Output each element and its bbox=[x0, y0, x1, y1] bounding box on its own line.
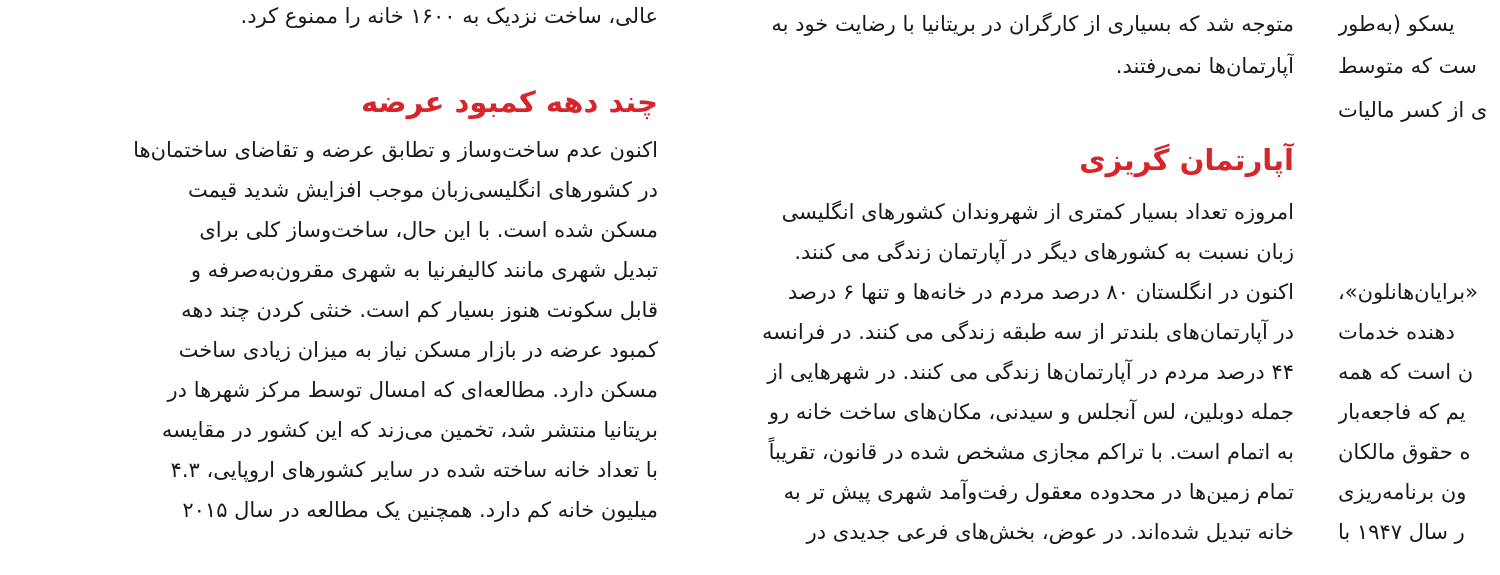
left-line: مسکن دارد. مطالعه‌ای که امسال توسط مرکز شهرها در bbox=[167, 378, 658, 402]
right-column bbox=[1338, 0, 1500, 575]
middle-line: خانه تبدیل شده‌اند. در عوض، بخش‌های فرعی جدیدی در bbox=[806, 520, 1294, 544]
middle-line: در آپارتمان‌های بلندتر از سه طبقه زندگی می کنند. در فرانسه bbox=[762, 320, 1294, 344]
left-line: تبدیل شهری مانند کالیفرنیا به شهری مقرون‌به‌صرفه و bbox=[190, 258, 658, 282]
left-line: در کشورهای انگلیسی‌زبان موجب افزایش شدید قیمت bbox=[187, 178, 658, 202]
right-line: یم که فاجعه‌بار bbox=[1338, 400, 1466, 424]
middle-line: به اتمام است. با تراکم مجازی مشخص شده در قانون، تقریباً bbox=[768, 440, 1294, 464]
middle-line: ۴۴ درصد مردم در آپارتمان‌ها زندگی می کنند. در شهرهایی از bbox=[767, 360, 1294, 384]
right-line: «برایان‌هانلون»، bbox=[1338, 280, 1478, 304]
left-line: کمبود عرضه در بازار مسکن نیاز به میزان زیادی ساخت bbox=[178, 338, 658, 362]
left-heading: چند دهه کمبود عرضه bbox=[360, 85, 658, 119]
middle-line: امروزه تعداد بسیار کمتری از شهروندان کشورهای انگلیسی bbox=[781, 200, 1294, 224]
left-line: اکنون عدم ساخت‌وساز و تطابق عرضه و تقاضای ساختمان‌ها bbox=[133, 138, 658, 162]
middle-line: تمام زمین‌ها در محدوده معقول رفت‌وآمد شهری پیش تر به bbox=[783, 480, 1294, 504]
left-line: بریتانیا منتشر شد، تخمین می‌زند که این کشور در مقایسه bbox=[161, 418, 658, 442]
left-line: با تعداد خانه ساخته شده در سایر کشورهای اروپایی، ۴.۳ bbox=[170, 458, 658, 482]
middle-heading: آپارتمان گریزی bbox=[1079, 143, 1294, 177]
left-column bbox=[0, 0, 658, 575]
right-line: ر سال ۱۹۴۷ با bbox=[1338, 520, 1465, 544]
right-top-line: یسکو (به‌طور bbox=[1338, 12, 1455, 36]
left-line: مسکن شده است. با این حال، ساخت‌وساز کلی برای bbox=[199, 218, 658, 242]
middle-line: جمله دوبلین، لس آنجلس و سیدنی، مکان‌های ساخت خانه رو bbox=[768, 400, 1294, 424]
right-line: ون برنامه‌ریزی bbox=[1338, 480, 1467, 504]
right-top-line: ست که متوسط bbox=[1338, 54, 1477, 78]
left-line: میلیون خانه کم دارد. همچنین یک مطالعه در سال ۲۰۱۵ bbox=[182, 498, 658, 522]
middle-line: اکنون در انگلستان ۸۰ درصد مردم در خانه‌ها و تنها ۶ درصد bbox=[787, 280, 1294, 304]
left-top-line: عالی، ساخت نزدیک به ۱۶۰۰ خانه را ممنوع کرد. bbox=[240, 4, 658, 28]
middle-line: زبان نسبت به کشورهای دیگر در آپارتمان زندگی می کنند. bbox=[794, 240, 1294, 264]
right-line: ه حقوق مالکان bbox=[1338, 440, 1471, 464]
left-line: قابل سکونت هنوز بسیار کم است. خنثی کردن چند دهه bbox=[181, 298, 658, 322]
right-line: ن است که همه bbox=[1338, 360, 1474, 384]
middle-top-line: آپارتمان‌ها نمی‌رفتند. bbox=[1115, 54, 1294, 78]
middle-top-line: متوجه شد که بسیاری از کارگران در بریتانیا با رضایت خود به bbox=[771, 12, 1294, 36]
right-line: دهنده خدمات bbox=[1338, 320, 1455, 344]
right-top-line: ی از کسر مالیات bbox=[1338, 98, 1488, 122]
middle-column bbox=[706, 0, 1294, 575]
